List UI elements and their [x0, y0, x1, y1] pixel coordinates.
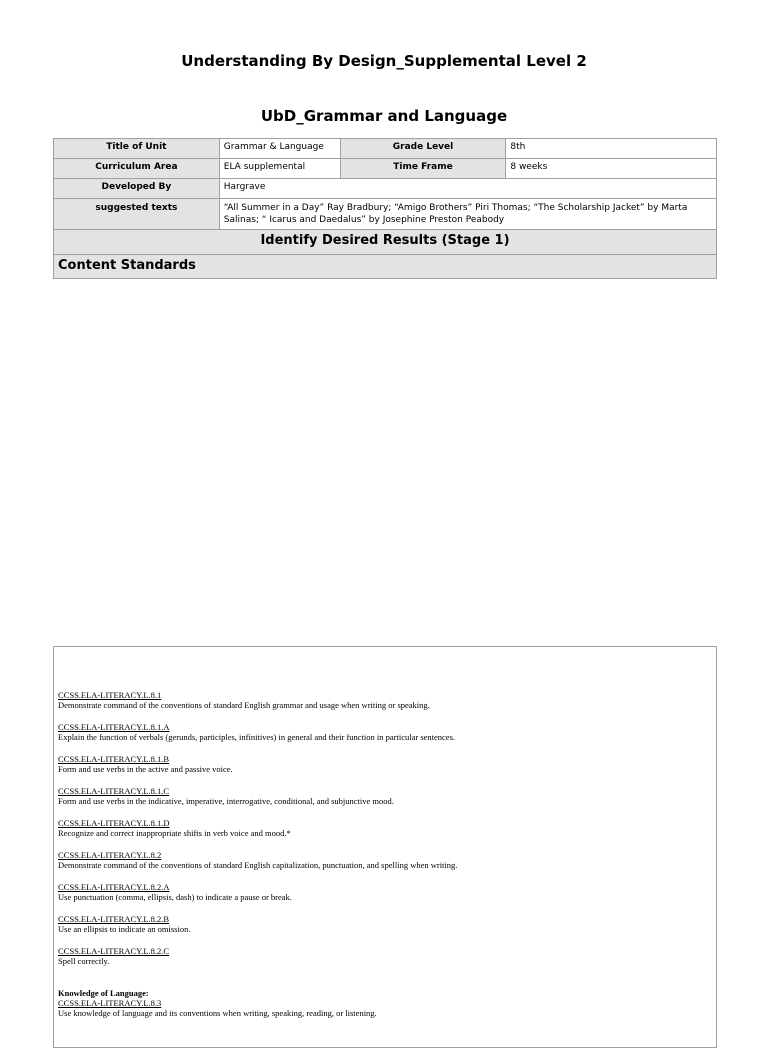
table-row	[54, 159, 717, 179]
list-item	[58, 988, 712, 1018]
title-of-unit-label: Title of Unit	[54, 139, 220, 159]
time-frame-value: 8 weeks	[506, 159, 717, 179]
standard-description: Form and use verbs in the active and passive voice.	[58, 764, 233, 774]
list-item	[58, 754, 712, 774]
developed-by-label: Developed By	[54, 179, 220, 199]
list-item	[58, 882, 712, 902]
curriculum-area-label: Curriculum Area	[54, 159, 220, 179]
list-item	[58, 850, 712, 870]
list-item	[58, 690, 712, 710]
document-title: Understanding By Design_Supplemental Level 2	[181, 52, 587, 70]
table-row	[54, 255, 717, 279]
stage-heading: Identify Desired Results (Stage 1)	[54, 230, 717, 255]
standards-box	[53, 646, 717, 1048]
standard-code-link[interactable]: CCSS.ELA-LITERACY.L.8.2	[58, 850, 162, 860]
table-row	[54, 179, 717, 199]
standard-code-link[interactable]: CCSS.ELA-LITERACY.L.8.2.A	[58, 882, 170, 892]
time-frame-label: Time Frame	[340, 159, 506, 179]
curriculum-area-value: ELA supplemental	[219, 159, 340, 179]
standard-description: Explain the function of verbals (gerunds, participles, infinitives) in general and their function in particular sentences.	[58, 732, 456, 742]
grade-level-label: Grade Level	[340, 139, 506, 159]
list-item	[58, 914, 712, 934]
table-row	[54, 139, 717, 159]
list-item	[58, 946, 712, 966]
document-subtitle: UbD_Grammar and Language	[260, 107, 508, 125]
standard-code-link[interactable]: CCSS.ELA-LITERACY.L.8.1.C	[58, 786, 170, 796]
table-row	[54, 199, 717, 230]
content-standards-heading: Content Standards	[54, 255, 717, 279]
table-row	[54, 230, 717, 255]
standards-list	[58, 690, 712, 1030]
list-item	[58, 818, 712, 838]
standard-code-link[interactable]: CCSS.ELA-LITERACY.L.8.2.C	[58, 946, 170, 956]
standard-description: Use an ellipsis to indicate an omission.	[58, 924, 191, 934]
standard-description: Recognize and correct inappropriate shifts in verb voice and mood.*	[58, 828, 291, 838]
list-item	[58, 722, 712, 742]
standard-description: Use punctuation (comma, ellipsis, dash) to indicate a pause or break.	[58, 892, 292, 902]
standard-description: Use knowledge of language and its conventions when writing, speaking, reading, or listening.	[58, 1008, 377, 1018]
standard-code-link[interactable]: CCSS.ELA-LITERACY.L.8.3	[58, 998, 162, 1008]
standard-description: Demonstrate command of the conventions of standard English capitalization, punctuation, and spelling when writing.	[58, 860, 458, 870]
standard-code-link[interactable]: CCSS.ELA-LITERACY.L.8.1	[58, 690, 162, 700]
list-item	[58, 786, 712, 806]
suggested-texts-value: “All Summer in a Day” Ray Bradbury; “Amigo Brothers” Piri Thomas; “The Scholarship Jacket” by Marta Salinas; “ Icarus and Daedalus” by Josephine Preston Peabody	[219, 199, 716, 230]
unit-info-table	[53, 138, 717, 279]
standard-description: Spell correctly.	[58, 956, 110, 966]
standard-description: Form and use verbs in the indicative, imperative, interrogative, conditional, and subjunctive mood.	[58, 796, 394, 806]
standard-description: Demonstrate command of the conventions of standard English grammar and usage when writing or speaking.	[58, 700, 430, 710]
standard-code-link[interactable]: CCSS.ELA-LITERACY.L.8.1.D	[58, 818, 170, 828]
developed-by-value: Hargrave	[219, 179, 716, 199]
title-of-unit-value: Grammar & Language	[219, 139, 340, 159]
standard-code-link[interactable]: CCSS.ELA-LITERACY.L.8.2.B	[58, 914, 170, 924]
knowledge-of-language-heading: Knowledge of Language:	[58, 988, 149, 998]
suggested-texts-label: suggested texts	[54, 199, 220, 230]
standard-code-link[interactable]: CCSS.ELA-LITERACY.L.8.1.B	[58, 754, 170, 764]
grade-level-value: 8th	[506, 139, 717, 159]
standard-code-link[interactable]: CCSS.ELA-LITERACY.L.8.1.A	[58, 722, 170, 732]
